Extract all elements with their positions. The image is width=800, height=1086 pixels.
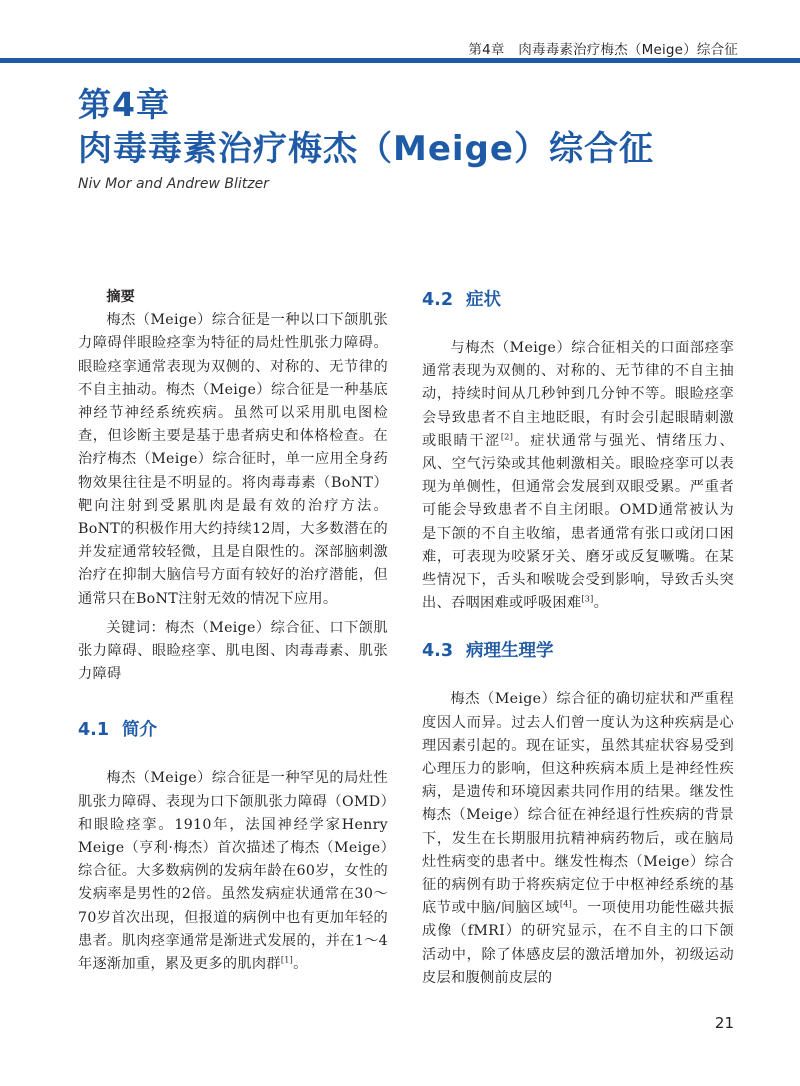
section-heading-introduction [78,716,388,741]
citation-ref: [4] [559,899,573,909]
section-title: 简介 [122,720,157,741]
text-run: 与梅杰（Meige）综合征相关的口面部痉挛通常表现为双侧的、对称的、无节律的不自主抽动，持续时间从几秒钟到几分钟不等。眼睑痉挛会导致患者不自主地眨眼，有时会引起眼睛刺激或眼睛干涩 [422,340,734,449]
text-run: 。 [593,595,609,612]
text-run: 梅杰（Meige）综合征的确切症状和严重程度因人而异。过去人们曾一度认为这种疾病是心理因素引起的。现在证实，虽然其症状容易受到心理压力的影响，但这种疾病本质上是神经性疾病，是遗传和环境因素共同作用的结果。继发性梅杰（Meige）综合征在神经退行性疾病的背景下，发生在长期服用抗精神病药物后，或在脑局灶性病变的患者中。继发性梅杰（Meige）综合征的病例有助于将疾病定位于中枢神经系统的基底节或中脑/间脑区域 [422,691,734,917]
introduction-paragraph [78,767,388,976]
section-number: 4.1 [78,720,110,741]
symptoms-paragraph [422,337,734,615]
pathophysiology-paragraph [422,688,734,990]
section-heading-symptoms [422,286,734,311]
authors: Niv Mor and Andrew Blitzer [78,176,269,192]
citation-ref: [2] [500,432,514,442]
section-title: 病理生理学 [466,641,554,662]
text-run: 。 [293,956,308,973]
section-heading-pathophysiology [422,637,734,662]
chapter-title-text: 肉毒毒素治疗梅杰（Meige）综合征 [78,129,654,169]
section-number: 4.2 [422,290,454,310]
citation-ref: [1] [280,955,294,965]
running-head: 第4章 肉毒毒素治疗梅杰（Meige）综合征 [468,42,738,58]
header-rule [0,58,800,63]
keywords: 关键词：梅杰（Meige）综合征、口下颌肌张力障碍、眼睑痉挛、肌电图、肉毒毒素、肌张力障碍 [78,619,388,683]
abstract-label: 摘要 [106,289,135,305]
page-number: 21 [714,1014,734,1032]
section-title: 症状 [466,290,501,310]
text-run: 梅杰（Meige）综合征是一种罕见的局灶性肌张力障碍、表现为口下颌肌张力障碍（OMD）和眼睑痉挛。1910年，法国神经学家Henry Meige（亨利·梅杰）首次描述了梅杰（Meige）综合征。大多数病例的发病年龄在60岁，女性的发病率是男性的2倍。虽然发病症状通常在30～70岁首次出现，但报道的病例中也有更加年轻的患者。肌肉痉挛通常是渐进式发展的，并在1～4年逐渐加重，累及更多的肌肉群 [78,770,388,973]
chapter-title [78,84,654,170]
right-column [422,286,734,990]
text-run: 。症状通常与强光、情绪压力、风、空气污染或其他刺激相关。眼睑痉挛可以表现为单侧性，但通常会发展到双眼受累。严重者可能会导致患者不自主闭眼。OMD通常被认为是下颌的不自主收缩，患者通常有张口或闭口困难，可表现为咬紧牙关、磨牙或反复噘嘴。在某些情况下，舌头和喉咙会受到影响，导致舌头突出、吞咽困难或呼吸困难 [422,432,734,612]
citation-ref: [3] [581,594,594,604]
chapter-number: 第4章 [78,85,170,124]
abstract-text: 梅杰（Meige）综合征是一种以口下颌肌张力障碍伴眼睑痉挛为特征的局灶性肌张力障碍。眼睑痉挛通常表现为双侧的、对称的、无节律的不自主抽动。梅杰（Meige）综合征是一种基底神经节神经系统疾病。虽然可以采用肌电图检查，但诊断主要是基于患者病史和体格检查。在治疗梅杰（Meige）综合征时，单一应用全身药物效果往往是不明显的。将肉毒毒素（BoNT）靶向注射到受累肌肉是最有效的治疗方法。BoNT的积极作用大约持续12周，大多数潜在的并发症通常较轻微，且是自限性的。深部脑刺激治疗在抑制大脑信号方面有较好的治疗潜能，但通常只在BoNT注射无效的情况下应用。 [78,312,388,607]
left-column [78,286,388,976]
text-run: 。一项使用功能性磁共振成像（fMRI）的研究显示，在不自主的口下颌活动中，除了体感皮层的激活增加外，初级运动皮层和腹侧前皮层的 [422,900,734,986]
section-number: 4.3 [422,641,454,662]
